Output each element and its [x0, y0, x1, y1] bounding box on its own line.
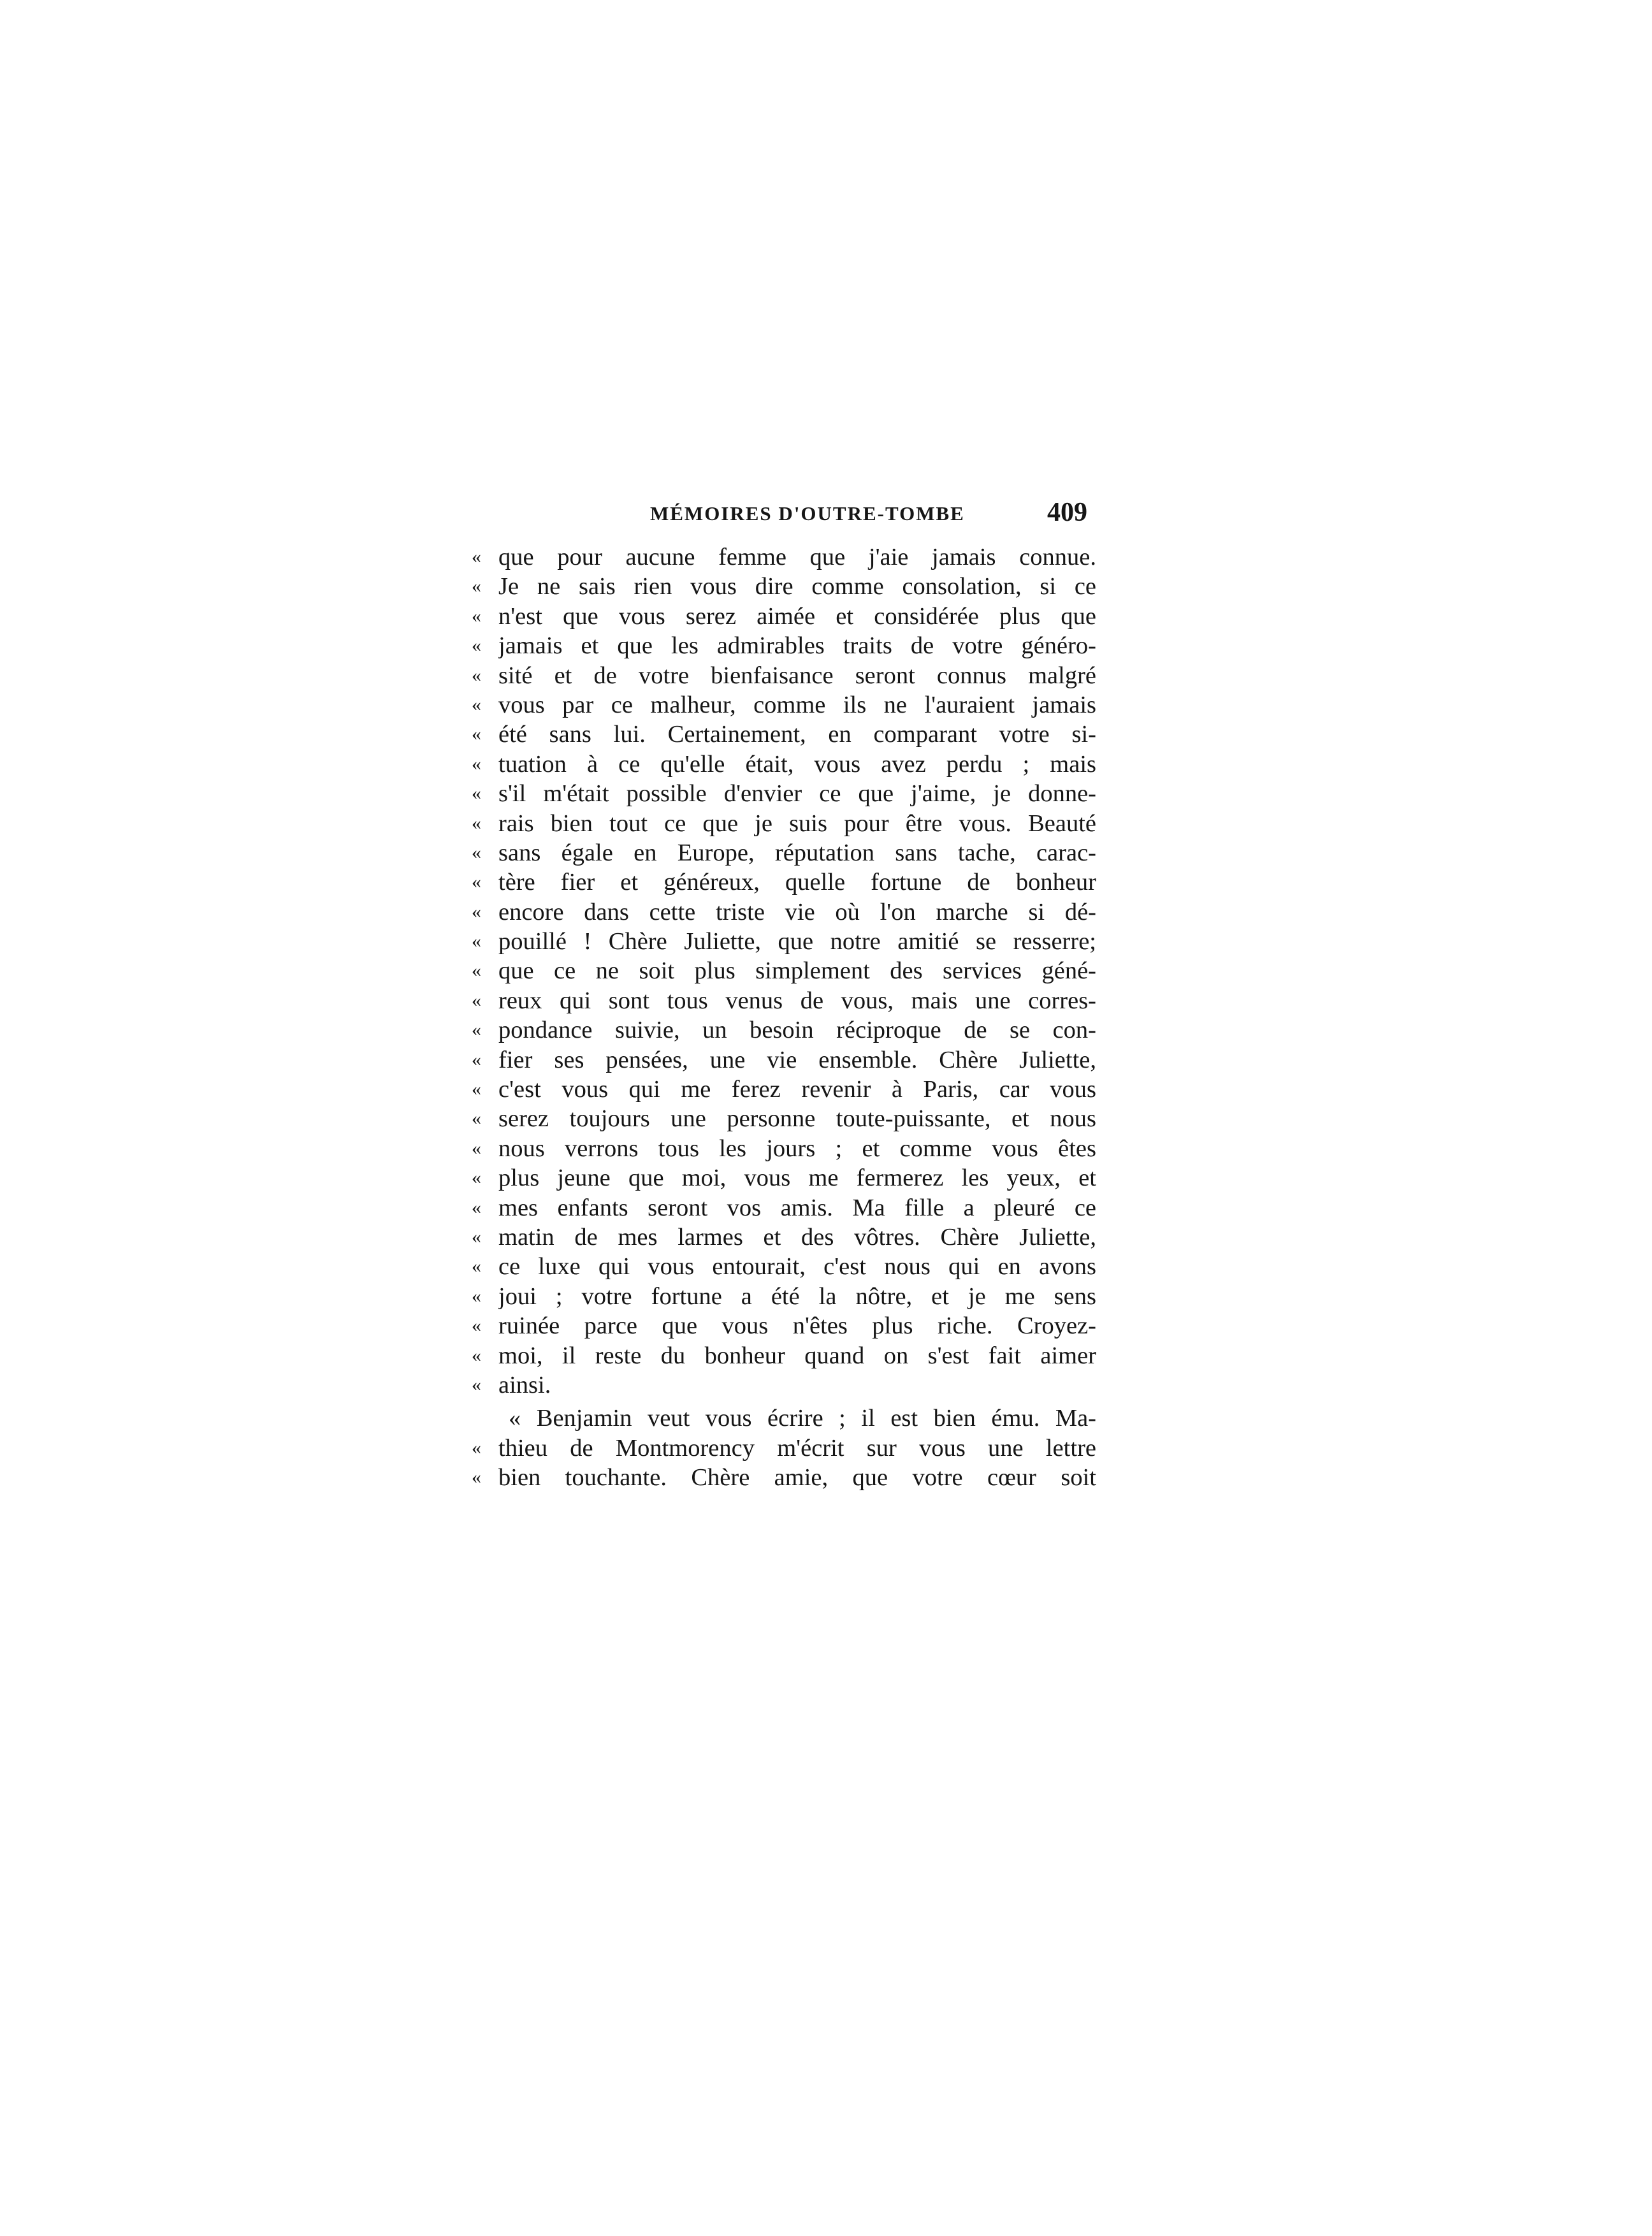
text-line: [472, 986, 1096, 1015]
text-line: [472, 1193, 1096, 1223]
text-line: [472, 661, 1096, 690]
quote-mark: «: [472, 753, 481, 774]
text-line: [472, 1370, 1096, 1400]
quote-mark: «: [472, 931, 481, 952]
text-line: [472, 809, 1096, 838]
line-text: nous verrons tous les jours ; et comme vous êtes: [498, 1135, 1096, 1162]
line-text: sans égale en Europe, réputation sans tache, carac-: [498, 839, 1096, 866]
quote-mark: «: [472, 783, 481, 804]
line-text: tuation à ce qu'elle était, vous avez perdu ; mais: [498, 750, 1096, 778]
line-text: serez toujours une personne toute-puissante, et nous: [498, 1105, 1096, 1133]
text-line: [472, 779, 1096, 808]
line-text: encore dans cette triste vie où l'on marche si dé-: [498, 898, 1096, 926]
paragraph-start-line: [472, 1404, 1096, 1433]
quote-mark: «: [472, 1049, 481, 1070]
line-text: tère fier et généreux, quelle fortune de bonheur: [498, 869, 1096, 896]
text-line: [472, 1075, 1096, 1104]
text-line: [472, 1015, 1096, 1045]
quote-mark: «: [472, 635, 481, 657]
quote-mark: «: [472, 1078, 481, 1100]
quote-mark: «: [472, 812, 481, 834]
line-text: s'il m'était possible d'envier ce que j'aime, je donne-: [498, 780, 1096, 808]
line-text: été sans lui. Certainement, en comparant votre si-: [498, 721, 1096, 748]
text-line: [472, 1104, 1096, 1133]
line-text: joui ; votre fortune a été la nôtre, et je me sens: [498, 1282, 1096, 1310]
text-line: [472, 838, 1096, 868]
text-line: [472, 1463, 1096, 1492]
line-text: matin de mes larmes et des vôtres. Chère Juliette,: [498, 1223, 1096, 1251]
line-text: que pour aucune femme que j'aie jamais connue.: [498, 544, 1096, 570]
text-line: [472, 897, 1096, 927]
quote-mark: «: [472, 1467, 481, 1488]
line-text: Je ne sais rien vous dire comme consolation, si ce: [498, 573, 1096, 600]
quote-mark: «: [472, 1226, 481, 1247]
line-text: pondance suivie, un besoin réciproque de se con-: [498, 1017, 1096, 1044]
text-line: [472, 1163, 1096, 1193]
quote-mark: «: [472, 1374, 481, 1395]
quote-mark: «: [472, 1019, 481, 1041]
quote-mark: «: [472, 576, 481, 597]
line-text: fier ses pensées, une vie ensemble. Chère Juliette,: [498, 1046, 1096, 1073]
line-text: vous par ce malheur, comme ils ne l'auraient jamais: [498, 691, 1096, 718]
line-text: mes enfants seront vos amis. Ma fille a pleuré ce: [498, 1194, 1096, 1221]
text-line: [472, 1341, 1096, 1370]
text-line: [472, 1134, 1096, 1163]
line-text: n'est que vous serez aimée et considérée plus que: [498, 602, 1096, 630]
text-line: [472, 1311, 1096, 1340]
quote-mark: «: [472, 1315, 481, 1337]
quote-mark: «: [472, 960, 481, 982]
text-line: [472, 1223, 1096, 1252]
line-text: que ce ne soit plus simplement des services géné-: [498, 957, 1096, 985]
page-header: [472, 497, 1096, 535]
page-number: 409: [1047, 498, 1087, 527]
quote-mark: «: [472, 605, 481, 627]
line-text: bien touchante. Chère amie, que votre cœur soit: [498, 1464, 1096, 1492]
quote-mark: «: [472, 693, 481, 715]
text-line: [472, 956, 1096, 985]
line-text: plus jeune que moi, vous me fermerez les yeux, et: [498, 1165, 1096, 1192]
line-text: sité et de votre bienfaisance seront connus malgré: [498, 662, 1096, 689]
line-text: « Benjamin veut vous écrire ; il est bien ému. Ma-: [509, 1405, 1096, 1432]
quote-mark: «: [472, 1167, 481, 1189]
line-text: ruinée parce que vous n'êtes plus riche. Croyez-: [498, 1312, 1096, 1340]
text-line: [472, 602, 1096, 631]
quote-mark: «: [472, 1437, 481, 1458]
quote-mark: «: [472, 1137, 481, 1159]
line-text: moi, il reste du bonheur quand on s'est fait aimer: [498, 1342, 1096, 1369]
text-line: [472, 572, 1096, 601]
text-line: [472, 927, 1096, 956]
text-line: [472, 631, 1096, 660]
line-text: jamais et que les admirables traits de votre généro-: [498, 632, 1096, 660]
running-title: MÉMOIRES D'OUTRE-TOMBE: [650, 502, 965, 525]
body-text: [472, 542, 1096, 1493]
line-text: ce luxe qui vous entourait, c'est nous qui en avons: [498, 1253, 1096, 1281]
quote-mark: «: [472, 871, 481, 893]
text-line: [472, 690, 1096, 720]
text-line: [472, 1045, 1096, 1075]
quote-mark: «: [472, 664, 481, 686]
quote-mark: «: [472, 1256, 481, 1277]
quote-mark: «: [472, 901, 481, 922]
line-text: reux qui sont tous venus de vous, mais une corres-: [498, 987, 1096, 1014]
quote-mark: «: [472, 1285, 481, 1307]
text-line: [472, 1434, 1096, 1463]
text-line: [472, 1252, 1096, 1281]
quote-mark: «: [472, 989, 481, 1011]
line-text: pouillé ! Chère Juliette, que notre amitié se resserre;: [498, 928, 1096, 955]
quote-mark: «: [472, 546, 481, 567]
quote-mark: «: [472, 1108, 481, 1129]
quote-mark: «: [472, 1196, 481, 1218]
text-line: [472, 868, 1096, 897]
line-text: rais bien tout ce que je suis pour être vous. Beauté: [498, 809, 1096, 837]
line-text: thieu de Montmorency m'écrit sur vous une lettre: [498, 1434, 1096, 1462]
line-text: c'est vous qui me ferez revenir à Paris, car vous: [498, 1076, 1096, 1103]
quote-mark: «: [472, 723, 481, 745]
text-line: [472, 1282, 1096, 1311]
text-line: [472, 542, 1096, 572]
text-line: [472, 750, 1096, 779]
quote-mark: «: [472, 1344, 481, 1366]
text-line: [472, 720, 1096, 749]
quote-mark: «: [472, 841, 481, 863]
line-text: ainsi.: [498, 1371, 551, 1398]
